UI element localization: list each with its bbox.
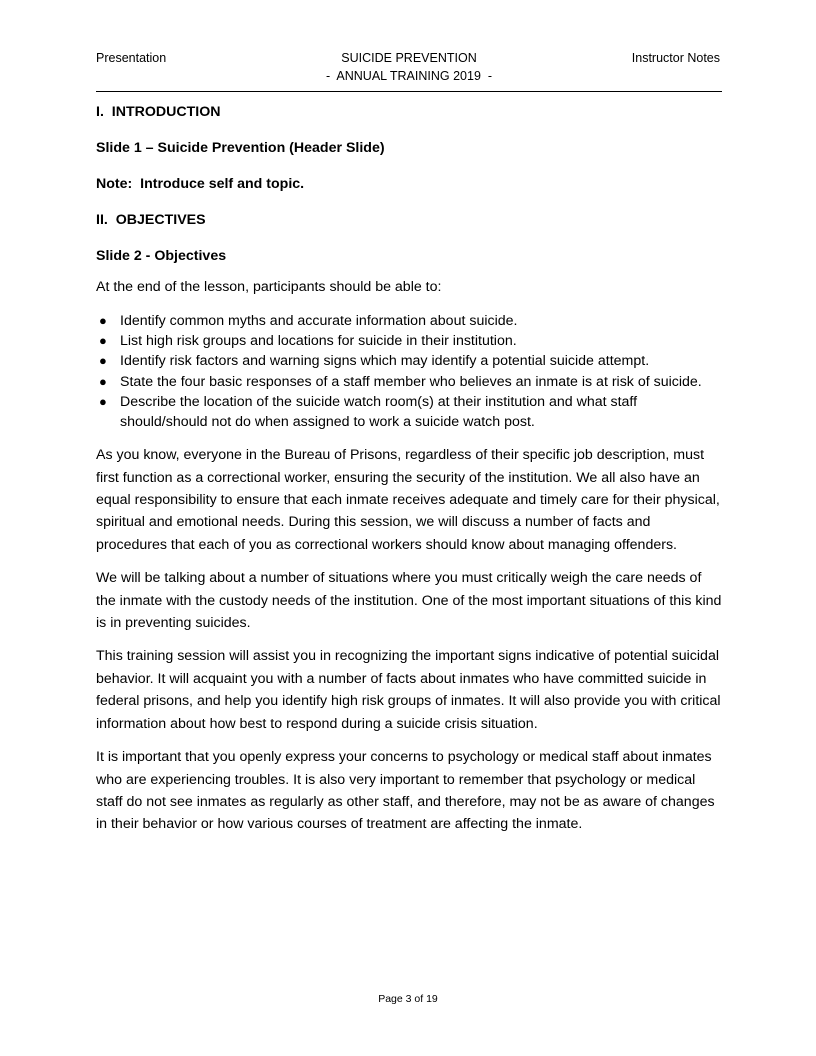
header-title-line1: SUICIDE PREVENTION	[341, 51, 477, 65]
intro-text: At the end of the lesson, participants should be able to:	[96, 279, 442, 295]
paragraph-4: It is important that you openly express your concerns to psychology or medical staff about inmates who are experiencing troubles. It is also very important to remember that psychology or medical staff do not see inmates as regularly as other staff, and therefore, may not be as aware of changes in their behavior or how various courses of treatment are affecting the inmate.	[96, 749, 715, 833]
bullet-icon: ●	[99, 353, 107, 369]
header-left-label: Presentation	[96, 51, 167, 65]
header-divider	[96, 91, 722, 92]
list-item: ● Identify risk factors and warning signs which may identify a potential suicide attempt.	[96, 351, 724, 371]
section-heading-objectives: II. OBJECTIVES	[96, 212, 206, 228]
bullet-icon: ●	[99, 373, 107, 389]
header-title	[96, 49, 722, 85]
paragraph-1: As you know, everyone in the Bureau of Prisons, regardless of their specific job description, must first function as a correctional worker, ensuring the security of the institution. We all also have an equal responsibility to ensure that each inmate receives adequate and timely care for their physical, spiritual and emotional needs. During this session, we will discuss a number of facts and procedures that each of you as correctional workers should know about managing offenders.	[96, 447, 720, 553]
note-heading: Note: Introduce self and topic.	[96, 176, 305, 192]
bullet-icon: ●	[99, 393, 107, 409]
bullet-icon: ●	[99, 313, 107, 328]
slide-heading-2: Slide 2 - Objectives	[96, 248, 227, 264]
paragraph-2: We will be talking about a number of situations where you must critically weigh the care needs of the inmate with the custody needs of the institution. One of the most important situations of this kind is in preventing suicides.	[96, 570, 722, 632]
list-item: ● Describe the location of the suicide watch room(s) at their institution and what staff should/should not do when assigned to work a suicide watch post.	[99, 393, 638, 431]
header-title-line2: - ANNUAL TRAINING 2019 -	[325, 69, 493, 83]
bullet-icon: ●	[99, 333, 107, 349]
header-right-label: Instructor Notes	[631, 51, 720, 65]
section-heading-introduction: I. INTRODUCTION	[96, 104, 221, 120]
page-content	[96, 103, 724, 847]
paragraph-3: This training session will assist you in recognizing the important signs indicative of potential suicidal behavior. It will acquaint you with a number of facts about inmates who have committed suicide in federal prisons, and help you identify high risk groups of inmates. It will also provide you with critical information about how best to respond during a suicide crisis situation.	[96, 648, 721, 732]
page-header	[96, 49, 722, 93]
list-item: ● List high risk groups and locations for suicide in their institution.	[96, 331, 724, 351]
list-item: ● State the four basic responses of a staff member who believes an inmate is at risk of suicide.	[96, 372, 724, 392]
list-item: ● Identify common myths and accurate information about suicide.	[96, 311, 724, 331]
objectives-list	[96, 311, 724, 432]
page-number: Page 3 of 19	[378, 993, 438, 1005]
slide-heading-1: Slide 1 – Suicide Prevention (Header Slide)	[96, 140, 385, 156]
